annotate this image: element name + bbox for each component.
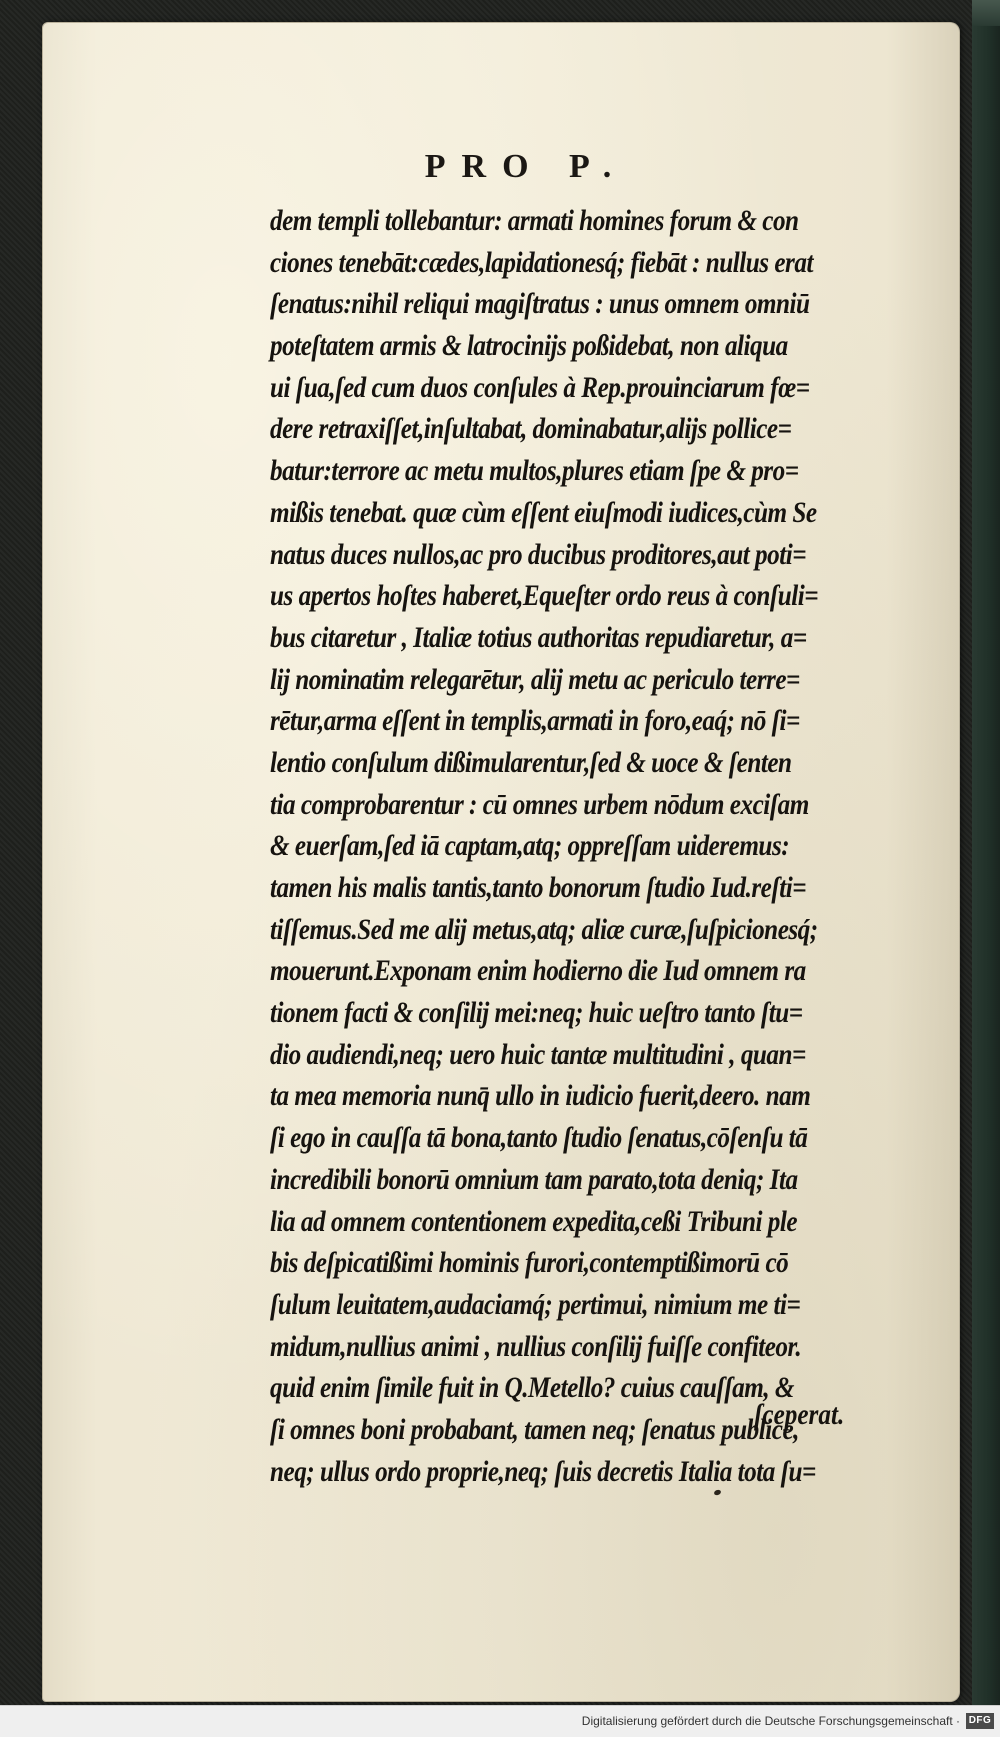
text-line: midum,nullius animi , nullius conſilij fuiſſe confiteor.: [270, 1329, 802, 1363]
text-line: neq; ullus ordo proprie,neq; ſuis decretis Italia tota ſu=: [270, 1454, 816, 1488]
dfg-logo: DFG: [966, 1713, 994, 1729]
text-line: tamen his malis tantis,tanto bonorum ſtudio Iud.reſti=: [270, 871, 807, 904]
text-line: lij nominatim relegarētur, alij metu ac periculo terre=: [270, 662, 800, 696]
text-line: lia ad omnem contentionem expedita,ceßi Tribuni ple: [270, 1204, 798, 1238]
text-line: incredibili bonorū omnium tam parato,tota deniq; Ita: [270, 1162, 798, 1196]
text-line: dere retraxiſſet,inſultabat, dominabatur,alijs pollice=: [270, 412, 792, 446]
text-line: & euerſam,ſed iā captam,atq; oppreſſam uideremus:: [270, 829, 790, 863]
text-line: ſi omnes boni probabant, tamen neq; ſenatus publice,: [270, 1412, 799, 1446]
text-line: tiſſemus.Sed me alij metus,atq; aliæ curæ,ſuſpicionesq́;: [270, 912, 818, 946]
ink-speck: [713, 1489, 721, 1496]
text-block: [270, 200, 960, 1492]
text-line: batur:terrore ac metu multos,plures etiam ſpe & pro=: [270, 454, 799, 488]
text-line: us apertos hoſtes haberet,Equeſter ordo reus à conſuli=: [270, 579, 819, 613]
text-line: ciones tenebāt:cædes,lapidationesq́; fiebāt : nullus erat: [270, 245, 813, 279]
text-line: tionem facti & conſilij mei:neq; huic ueſtro tanto ſtu=: [270, 996, 803, 1030]
text-line: bus citaretur , Italiæ totius authoritas repudiaretur, a=: [270, 620, 807, 654]
text-line: dio audiendi,neq; uero huic tantæ multitudini , quan=: [270, 1037, 806, 1071]
text-line: natus duces nullos,ac pro ducibus proditores,aut poti=: [270, 537, 807, 571]
text-line: mouerunt.Exponam enim hodierno die Iud omnem ra: [270, 954, 806, 988]
text-line: ui ſua,ſed cum duos conſules à Rep.prouinciarum fœ=: [270, 370, 810, 404]
text-line: bis deſpicatißimi hominis furori,contemptißimorū cō: [270, 1246, 789, 1280]
text-line: ſi ego in cauſſa tā bona,tanto ſtudio ſenatus,cōſenſu tā: [270, 1121, 808, 1155]
text-line: rētur,arma eſſent in templis,armati in foro,eaq́; nō ſi=: [270, 704, 800, 738]
text-line: tia comprobarentur : cū omnes urbem nōdum exciſam: [270, 787, 809, 821]
book-page: [42, 22, 960, 1702]
text-line: quid enim ſimile fuit in Q.Metello? cuius cauſſam, &: [270, 1371, 795, 1405]
running-head: PRO P.: [424, 148, 628, 185]
board-edge: [972, 0, 1000, 1705]
text-line: ſulum leuitatem,audaciamq́; pertimui, nimium me ti=: [270, 1287, 801, 1321]
text-line: ta mea memoria nunq̄ ullo in iudicio fuerit,deero. nam: [270, 1079, 811, 1113]
text-line: poteſtatem armis & latrocinijs poßidebat, non aliqua: [270, 329, 788, 363]
catchword: ſceperat.: [754, 1398, 845, 1431]
funding-credit: Digitalisierung gefördert durch die Deutsche Forschungsgemeinschaft ·: [581, 1714, 960, 1728]
text-line: dem templi tollebantur: armati homines forum & con: [270, 204, 799, 237]
text-line: ſenatus:nihil reliqui magiſtratus : unus omnem omniū: [270, 287, 810, 321]
board-corner: [972, 0, 1000, 26]
text-line: mißis tenebat. quæ cùm eſſent eiuſmodi iudices,cùm Se: [270, 495, 817, 529]
footer-bar: [0, 1705, 1000, 1737]
text-line: lentio conſulum dißimularentur,ſed & uoce & ſenten: [270, 745, 792, 779]
